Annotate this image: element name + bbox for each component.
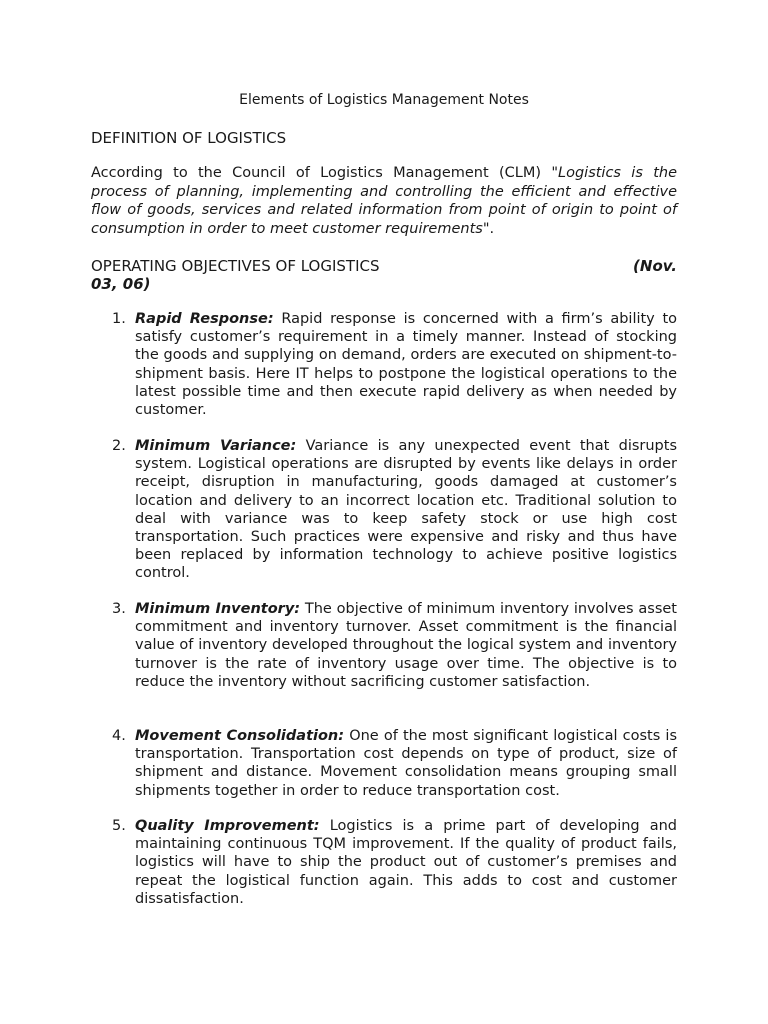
objectives-reference-continued: 03, 06) xyxy=(91,275,151,293)
item-body xyxy=(135,600,677,691)
objectives-heading xyxy=(91,257,677,293)
item-number: 1. xyxy=(112,311,126,327)
item-number: 4. xyxy=(112,728,126,744)
definition-quote: "Logistics is the process of planning, implementing and controlling the efficient and effective flow of goods, services and related information from point of origin to point of consumption in order to meet customer requirements" xyxy=(91,165,678,237)
item-text: Variance is any unexpected event that disrupts system. Logistical operations are disrupted by events like delays in order receipt, disruption in manufacturing, goods damaged at customer’s location and delivery to an incorrect location etc. Traditional solution to deal with variance was to keep safety stock or use high cost transportation. Such practices were expensive and risky and thus have been replaced by information technology to achieve positive logistics control. xyxy=(135,438,677,582)
item-label: Quality Improvement: xyxy=(135,818,320,834)
item-text: One of the most significant logistical costs is transportation. Transportation cost depends on type of product, size of shipment and distance. Movement consolidation means grouping small shipments together in order to reduce transportation cost. xyxy=(135,728,677,799)
list-item xyxy=(91,437,677,583)
item-body xyxy=(135,817,677,908)
objectives-heading-text: OPERATING OBJECTIVES OF LOGISTICS xyxy=(91,257,380,275)
item-label: Minimum Inventory: xyxy=(135,601,301,617)
objectives-reference: (Nov. xyxy=(633,257,677,275)
item-label: Minimum Variance: xyxy=(135,438,297,454)
item-body xyxy=(135,727,677,800)
item-label: Rapid Response: xyxy=(135,311,274,327)
list-item xyxy=(91,727,677,800)
item-body xyxy=(135,310,677,419)
item-number: 2. xyxy=(112,438,126,454)
item-text: Rapid response is concerned with a firm’s ability to satisfy customer’s requirement in a timely manner. Instead of stocking the goods and supplying on demand, orders are executed on shipment-to-shipment basis. Here IT helps to postpone the logistical operations to the latest possible time and then execute rapid delivery as when needed by customer. xyxy=(135,311,677,419)
definition-intro: According to the Council of Logistics Management (CLM) xyxy=(91,165,552,181)
item-number: 5. xyxy=(112,818,126,834)
list-item xyxy=(91,817,677,908)
item-number: 3. xyxy=(112,601,126,617)
item-label: Movement Consolidation: xyxy=(135,728,345,744)
list-item xyxy=(91,600,677,691)
document-title: Elements of Logistics Management Notes xyxy=(239,92,529,108)
list-item xyxy=(91,310,677,419)
definition-heading: DEFINITION OF LOGISTICS xyxy=(91,129,287,147)
definition-end: . xyxy=(489,220,495,237)
item-text: The objective of minimum inventory involves asset commitment and inventory turnover. Asset commitment is the financial value of inventory developed throughout the logical system and inventory turnover is the rate of inventory usage over time. The objective is to reduce the inventory without sacrificing customer satisfaction. xyxy=(135,601,677,690)
item-text: Logistics is a prime part of developing and maintaining continuous TQM improvement. If the quality of product fails, logistics will have to ship the product out of customer’s premises and repeat the logistical function again. This adds to cost and customer dissatisfaction. xyxy=(135,818,678,907)
item-body xyxy=(135,437,677,583)
definition-paragraph xyxy=(91,164,677,238)
